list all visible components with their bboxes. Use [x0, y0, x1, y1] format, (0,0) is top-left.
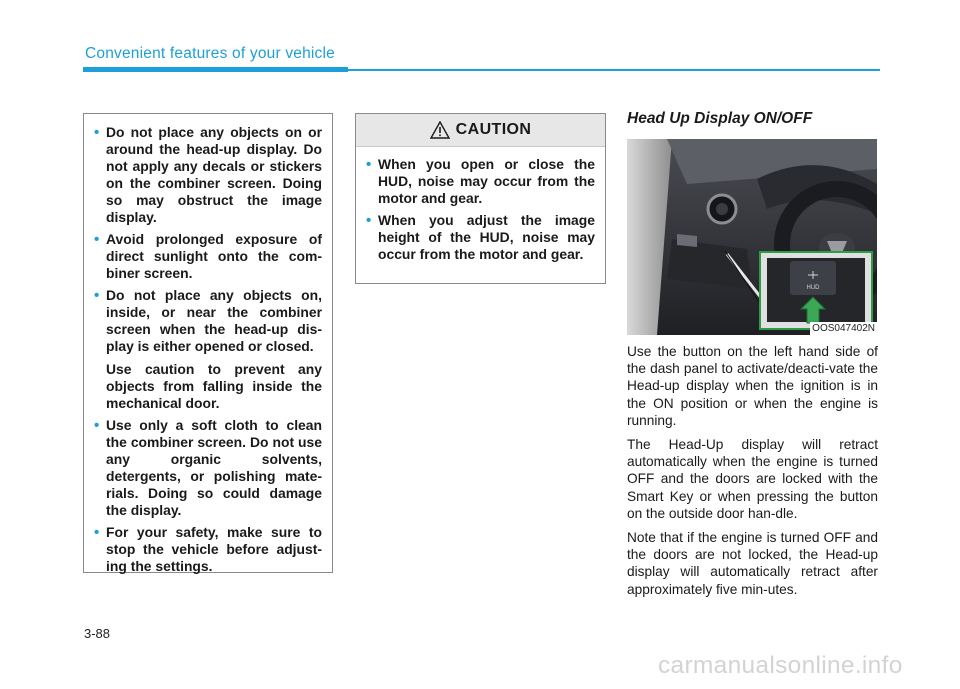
header-rule — [348, 69, 880, 71]
warning-item: • For your safety, make sure to stop the vehicle before adjust-ing the settings. — [96, 524, 322, 575]
warning-box — [83, 113, 333, 573]
body-paragraph: Use the button on the left hand side of the dash panel to activate/deacti-vate the Head-up display when the ignition is in the ON position or when the engine is running. — [627, 344, 878, 428]
caution-label: CAUTION — [455, 121, 532, 138]
hud-button-photo — [627, 139, 877, 335]
warning-subtext: Use caution to prevent any objects from falling inside the mechanical door. — [106, 361, 322, 411]
header-accent-bar — [83, 67, 348, 72]
hud-button-label: HUD — [806, 285, 820, 291]
warning-item: • Use only a soft cloth to clean the combiner screen. Do not use any organic solvents, detergents, or polishing mate-rials. Doing so could damage the display. — [96, 417, 322, 519]
warning-item: • Do not place any objects on, inside, or near the combiner screen when the head-up dis-play is either opened or closed. Use caution to prevent any objects from falling inside the mechanical door. — [96, 287, 322, 412]
figure-code: OOS047402N — [812, 323, 875, 334]
warning-item: • Avoid prolonged exposure of direct sunlight onto the com-biner screen. — [96, 231, 322, 282]
caution-header — [356, 114, 605, 147]
body-paragraph: The Head-Up display will retract automatically when the engine is turned OFF and the doors are locked with the Smart Key or when pressing the button on the outside door han-dle. — [627, 437, 878, 521]
caution-box — [355, 113, 606, 284]
section-body — [627, 343, 878, 605]
dashboard-illustration — [627, 139, 877, 335]
caution-item: • When you open or close the HUD, noise may occur from the motor and gear. — [368, 156, 595, 207]
caution-list — [368, 156, 595, 263]
warning-item: • Do not place any objects on or around the head-up display. Do not apply any decals or stickers on the combiner screen. Doing so may obstruct the image display. — [96, 124, 322, 226]
section-title: Head Up Display ON/OFF — [627, 110, 813, 127]
warning-list — [96, 124, 322, 575]
body-paragraph: Note that if the engine is turned OFF and the doors are not locked, the Head-up display will automatically retract after approximately five min-utes. — [627, 530, 878, 597]
page-number: 3-88 — [84, 626, 111, 641]
caution-item: • When you adjust the image height of the HUD, noise may occur from the motor and gear. — [368, 212, 595, 263]
watermark: carmanualsonline.info — [658, 652, 903, 679]
warning-triangle-icon — [430, 121, 450, 139]
header-title: Convenient features of your vehicle — [85, 45, 335, 62]
